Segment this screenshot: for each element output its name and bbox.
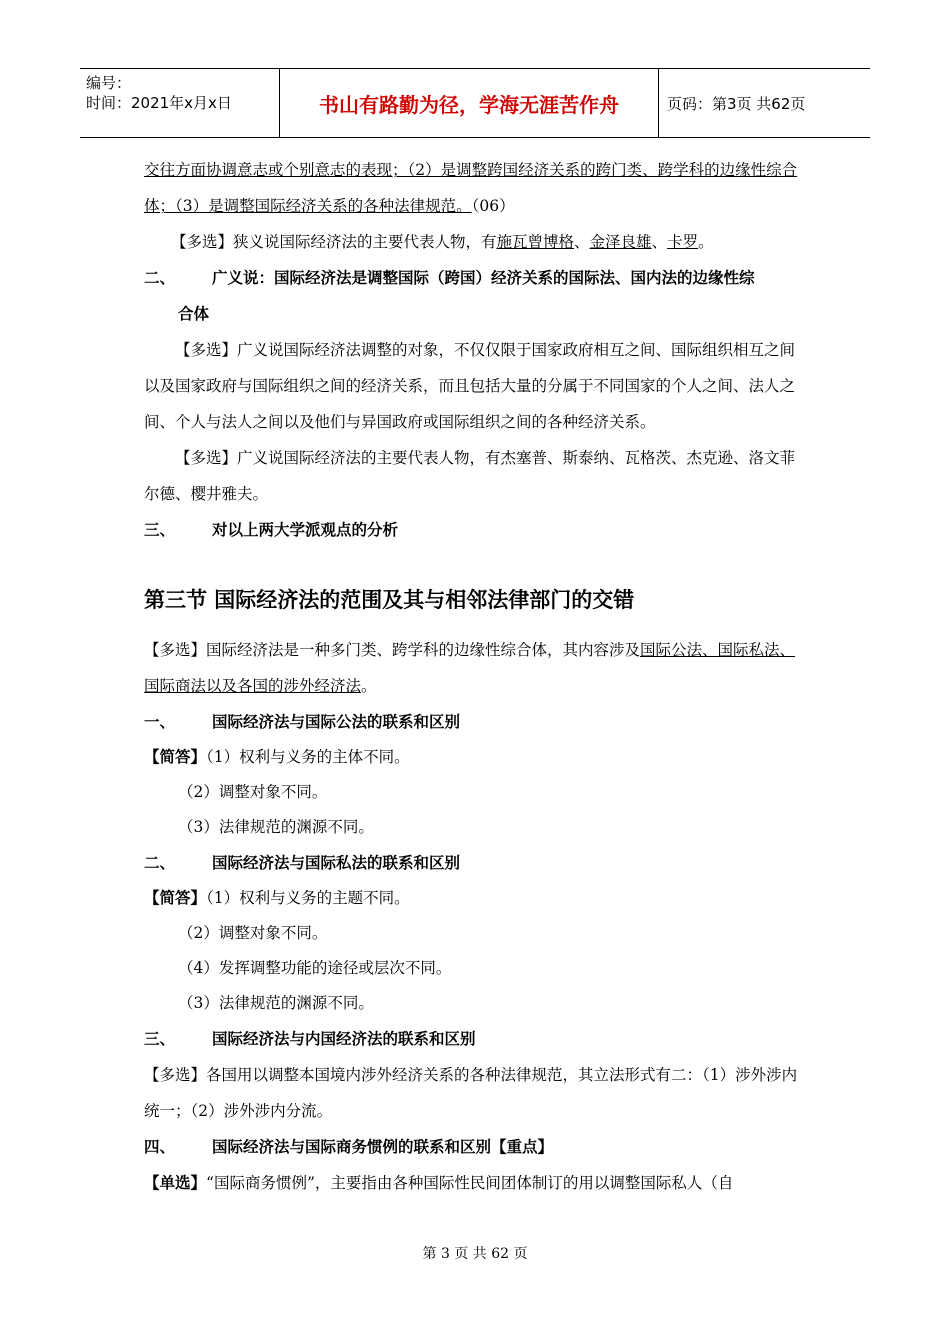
paragraph-commercial-custom: 【单选】“国际商务惯例”，主要指由各种国际性民间团体制订的用以调整国际私人（自	[144, 1174, 734, 1192]
answer-private-4: （3）法律规范的渊源不同。	[178, 994, 374, 1012]
heading-private-law: 二、 国际经济法与国际私法的联系和区别	[144, 854, 461, 872]
answer-public-2: （2）调整对象不同。	[178, 783, 328, 801]
header-date-label: 时间：2021年x月x日	[86, 94, 232, 112]
heading-domestic-law: 三、 国际经济法与内国经济法的联系和区别	[144, 1030, 476, 1048]
header-meta	[80, 69, 280, 137]
page-footer: 第 3 页 共 62 页	[422, 1246, 528, 1262]
heading-broad-theory: 二、 广义说：国际经济法是调整国际（跨国）经济关系的国际法、国内法的边缘性综	[144, 269, 755, 287]
paragraph-narrow-definition: 交往方面协调意志或个别意志的表现；（2）是调整跨国经济关系的跨门类、跨学科的边缘性综合体；（3）是调整国际经济关系的各种法律规范。（06）	[144, 161, 798, 215]
header-motto: 书山有路勤为径，学海无涯苦作舟	[280, 69, 659, 137]
header-page-label: 页码：第3页 共62页	[667, 94, 806, 113]
answer-public-3: （3）法律规范的渊源不同。	[178, 818, 374, 836]
paragraph-domestic: 【多选】各国用以调整本国境内涉外经济关系的各种法律规范，其立法形式有二：（1）涉外涉内统一；（2）涉外涉内分流。	[144, 1066, 798, 1120]
page-header	[80, 68, 870, 138]
answer-private-2: （2）调整对象不同。	[178, 924, 328, 942]
paragraph-scope: 【多选】国际经济法是一种多门类、跨学科的边缘性综合体，其内容涉及国际公法、国际私法、国际商法以及各国的涉外经济法。	[144, 641, 796, 695]
answer-private-3: （4）发挥调整功能的途径或层次不同。	[178, 959, 452, 977]
heading-commercial-custom: 四、 国际经济法与国际商务惯例的联系和区别【重点】	[144, 1138, 554, 1156]
heading-public-law: 一、 国际经济法与国际公法的联系和区别	[144, 713, 461, 731]
paragraph-broad-scope: 【多选】广义说国际经济法调整的对象，不仅仅限于国家政府相互之间、国际组织相互之间以及国家政府与国际组织之间的经济关系，而且包括大量的分属于不同国家的个人之间、法人之间、个人与法人之间以及他们与异国政府或国际组织之间的各种经济关系。	[144, 341, 796, 431]
header-number-label: 编号：	[86, 74, 132, 92]
heading-broad-theory-cont: 合体	[178, 305, 210, 323]
document-body	[144, 152, 810, 1201]
paragraph-narrow-representatives: 【多选】狭义说国际经济法的主要代表人物，有施瓦曾博格、金泽良雄、卡罗。	[171, 233, 714, 251]
answer-public-1: 【简答】（1）权利与义务的主体不同。	[144, 748, 410, 766]
heading-analysis: 三、 对以上两大学派观点的分析	[144, 521, 399, 539]
answer-private-1: 【简答】（1）权利与义务的主题不同。	[144, 889, 410, 907]
paragraph-broad-representatives: 【多选】广义说国际经济法的主要代表人物，有杰塞普、斯泰纳、瓦格茨、杰克逊、洛文菲尔德、樱井雅夫。	[144, 449, 796, 503]
section-title: 第三节 国际经济法的范围及其与相邻法律部门的交错	[144, 588, 635, 612]
